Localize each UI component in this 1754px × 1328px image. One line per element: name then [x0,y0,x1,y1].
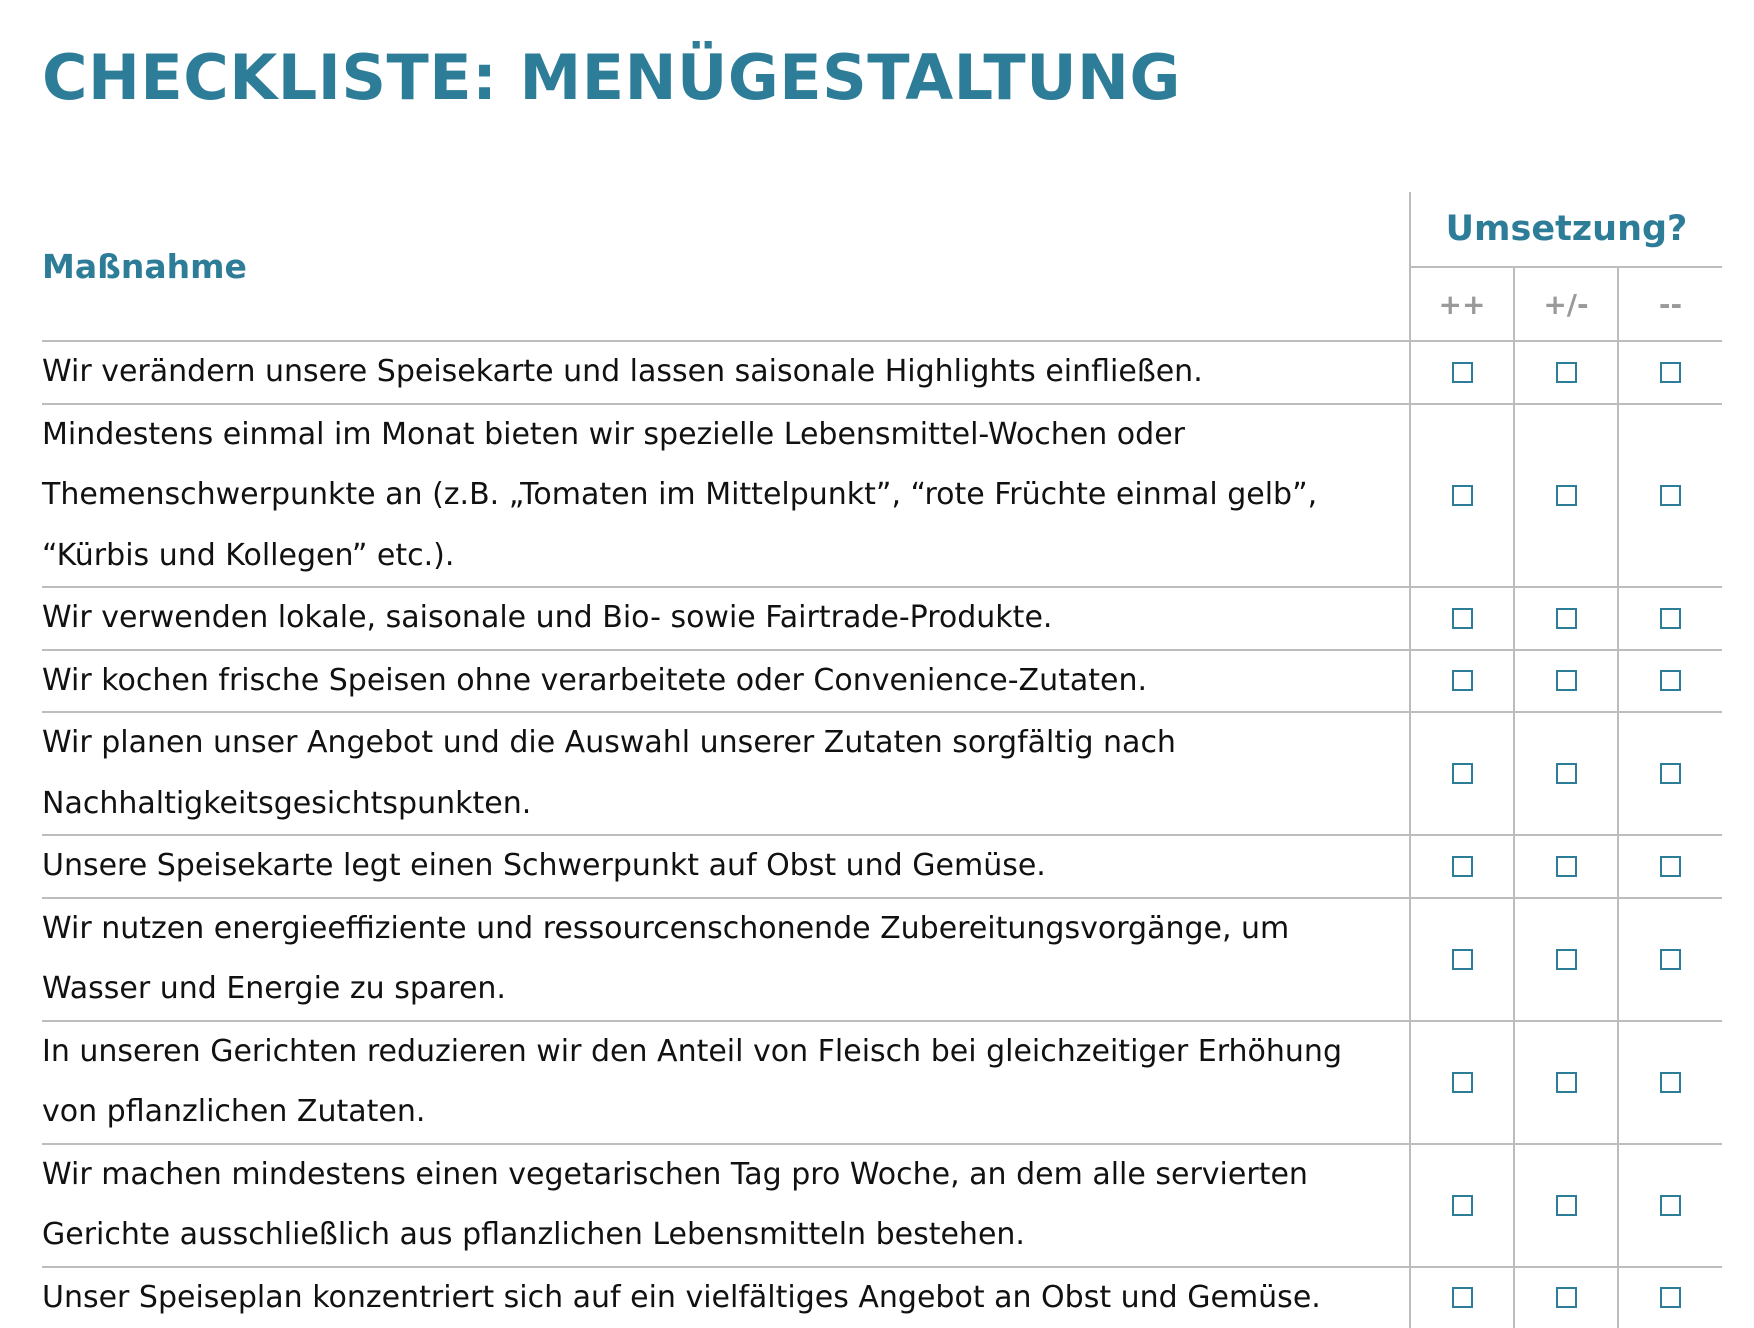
option-cell [1514,1144,1618,1267]
table-row [42,404,1722,588]
option-cell [1514,712,1618,835]
option-header-full: ++ [1410,267,1514,341]
checkbox-full[interactable] [1452,485,1473,506]
checkbox-none[interactable] [1660,1072,1681,1093]
checkbox-partial[interactable] [1556,608,1577,629]
checkbox-full[interactable] [1452,1287,1473,1308]
checkbox-partial[interactable] [1556,670,1577,691]
table-row [42,898,1722,1021]
option-cell [1410,587,1514,650]
page-title: CHECKLISTE: MENÜGESTALTUNG [42,38,1181,118]
checkbox-none[interactable] [1660,949,1681,970]
table-row [42,1144,1722,1267]
option-cell [1618,404,1722,588]
checkbox-none[interactable] [1660,763,1681,784]
checkbox-full[interactable] [1452,949,1473,970]
option-cell [1410,650,1514,713]
option-cell [1618,1144,1722,1267]
measure-text: In unseren Gerichten reduzieren wir den Anteil von Fleisch bei gleichzeitiger Erhöhung von pflanzlichen Zutaten. [42,1021,1410,1144]
measure-column-header: Maßnahme [42,192,1410,341]
checkbox-none[interactable] [1660,856,1681,877]
checkbox-none[interactable] [1660,1287,1681,1308]
implementation-column-header: Umsetzung? [1410,192,1722,267]
checkbox-partial[interactable] [1556,485,1577,506]
option-cell [1618,712,1722,835]
measure-text: Wir machen mindestens einen vegetarischen Tag pro Woche, an dem alle servierten Gerichte ausschließlich aus pflanzlichen Lebensmitteln bestehen. [42,1144,1410,1267]
option-cell [1514,1267,1618,1328]
option-cell [1410,898,1514,1021]
checkbox-full[interactable] [1452,1072,1473,1093]
option-cell [1618,341,1722,404]
option-header-none: -- [1618,267,1722,341]
measure-text: Wir kochen frische Speisen ohne verarbeitete oder Convenience-Zutaten. [42,650,1410,713]
checkbox-partial[interactable] [1556,763,1577,784]
checklist-table [42,192,1722,1328]
option-cell [1410,712,1514,835]
table-row [42,650,1722,713]
option-cell [1514,650,1618,713]
measure-text: Wir planen unser Angebot und die Auswahl unserer Zutaten sorgfältig nach Nachhaltigkeitsgesichtspunkten. [42,712,1410,835]
checkbox-none[interactable] [1660,670,1681,691]
option-header-partial: +/- [1514,267,1618,341]
checkbox-partial[interactable] [1556,362,1577,383]
checkbox-full[interactable] [1452,763,1473,784]
table-header [42,192,1722,341]
table-row [42,1021,1722,1144]
option-cell [1410,404,1514,588]
option-cell [1618,898,1722,1021]
measure-text: Wir verwenden lokale, saisonale und Bio- sowie Fairtrade-Produkte. [42,587,1410,650]
checkbox-full[interactable] [1452,856,1473,877]
option-cell [1514,404,1618,588]
table-row [42,587,1722,650]
option-cell [1618,650,1722,713]
option-cell [1410,1021,1514,1144]
table-body [42,341,1722,1328]
checkbox-full[interactable] [1452,608,1473,629]
checkbox-none[interactable] [1660,485,1681,506]
option-cell [1514,1021,1618,1144]
measure-text: Wir nutzen energieeffiziente und ressourcenschonende Zubereitungsvorgänge, um Wasser und Energie zu sparen. [42,898,1410,1021]
checkbox-none[interactable] [1660,608,1681,629]
checkbox-none[interactable] [1660,362,1681,383]
measure-text: Wir verändern unsere Speisekarte und lassen saisonale Highlights einfließen. [42,341,1410,404]
option-cell [1410,835,1514,898]
option-cell [1618,587,1722,650]
option-cell [1618,835,1722,898]
option-cell [1514,898,1618,1021]
option-cell [1514,835,1618,898]
checkbox-full[interactable] [1452,1195,1473,1216]
option-cell [1618,1267,1722,1328]
checkbox-full[interactable] [1452,362,1473,383]
checkbox-partial[interactable] [1556,949,1577,970]
checkbox-partial[interactable] [1556,1195,1577,1216]
checkbox-full[interactable] [1452,670,1473,691]
option-cell [1514,341,1618,404]
table-row [42,712,1722,835]
checkbox-none[interactable] [1660,1195,1681,1216]
option-cell [1410,1267,1514,1328]
checkbox-partial[interactable] [1556,856,1577,877]
option-cell [1514,587,1618,650]
checkbox-partial[interactable] [1556,1072,1577,1093]
option-cell [1410,1144,1514,1267]
table-row [42,341,1722,404]
measure-text: Unser Speiseplan konzentriert sich auf ein vielfältiges Angebot an Obst und Gemüse. [42,1267,1410,1328]
table-row [42,835,1722,898]
table-row [42,1267,1722,1328]
measure-text: Mindestens einmal im Monat bieten wir spezielle Lebensmittel-Wochen oder Themenschwerpunkte an (z.B. „Tomaten im Mittelpunkt”, “rote Früchte einmal gelb”, “Kürbis und Kollegen” etc.). [42,404,1410,588]
option-cell [1410,341,1514,404]
checkbox-partial[interactable] [1556,1287,1577,1308]
measure-text: Unsere Speisekarte legt einen Schwerpunkt auf Obst und Gemüse. [42,835,1410,898]
option-cell [1618,1021,1722,1144]
